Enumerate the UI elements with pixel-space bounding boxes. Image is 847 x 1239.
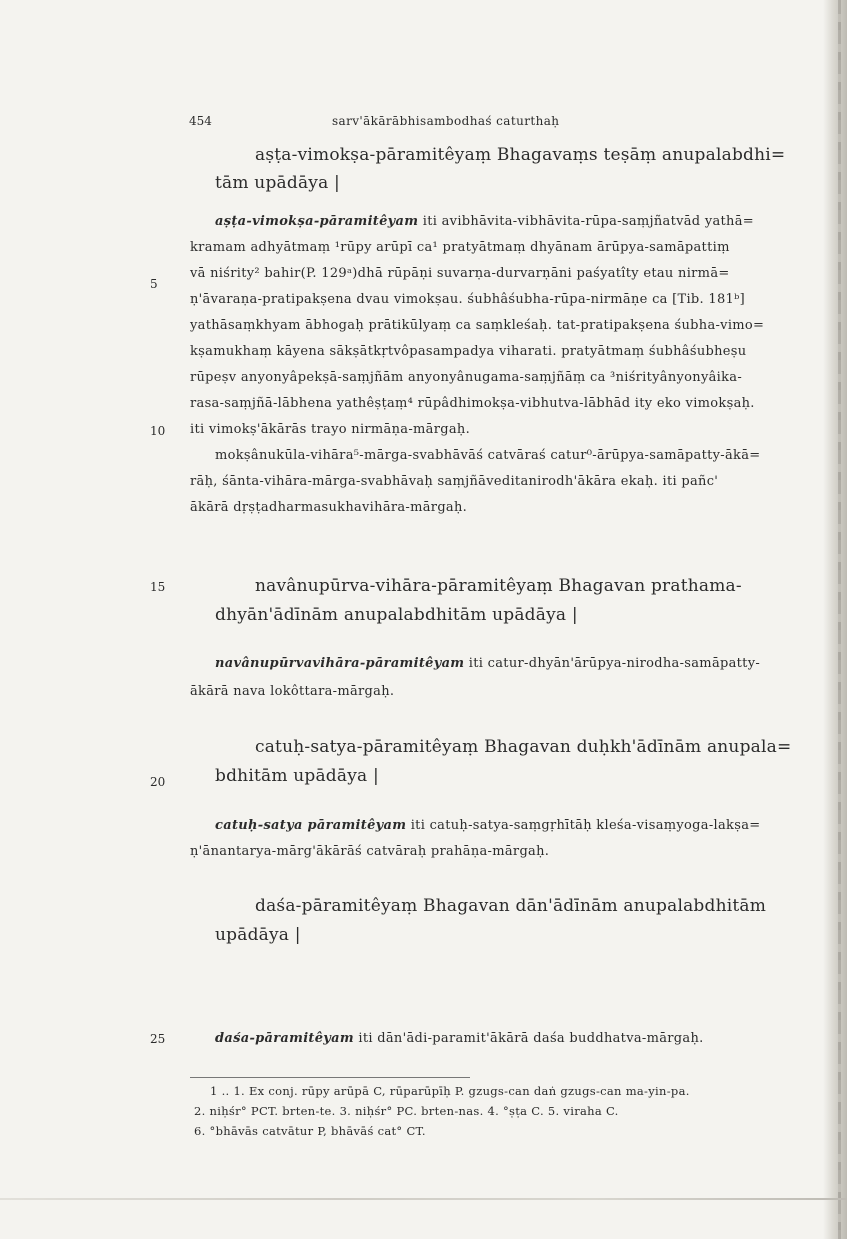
commentary-line: rūpeṣv anyonyâpekṣā-saṃjñām anyonyânugama-saṃjñāṃ ca ³niśrityânyonyâika- [190,370,743,385]
page-number: 454 [189,114,212,128]
commentary-line: iti vimokṣ'ākārās trayo nirmāṇa-mārgaḥ. [190,422,470,437]
commentary-lemma: catuḥ-satya pāramitêyam [215,818,407,833]
sutra-line: tām upādāya | [215,173,340,193]
scan-bottom-edge [0,1198,847,1200]
commentary-lemma: daśa-pāramitêyam [215,1031,354,1046]
scan-page-edge [823,0,847,1239]
commentary-line: yathāsaṃkhyam ābhogaḥ prātikūlyaṃ ca saṃkleśaḥ. tat-pratipakṣena śubha-vimo= [190,318,765,333]
sutra-line: upādāya | [215,925,301,945]
sutra-line: daśa-pāramitêyaṃ Bhagavan dān'ādīnām anupalabdhitām [255,896,767,916]
footnote-line: 2. niḥśr° PCT. brten-te. 3. niḥśr° PC. brten-nas. 4. °ṣṭa C. 5. viraha C. [194,1104,619,1118]
line-number: 15 [150,580,166,594]
commentary-line: ṇ'ānantarya-mārg'ākārāś catvāraḥ prahāṇa-mārgaḥ. [190,844,550,859]
sutra-line: aṣṭa-vimokṣa-pāramitêyaṃ Bhagavaṃs teṣāṃ anupalabdhi= [255,145,786,165]
commentary-lemma: aṣṭa-vimokṣa-pāramitêyam [215,214,419,229]
commentary-line: mokṣânukūla-vihāra⁵-mārga-svabhāvāś catvāraś catur⁰-ārūpya-samāpatty-ākā= [215,448,761,463]
running-title: sarv'ākārābhisambodhaś caturthaḥ [332,114,560,128]
footnote-line: 1 .. 1. Ex conj. rūpy arūpā C, rūparūpīḥ P. gzugs-can daṅ gzugs-can ma-yin-pa. [210,1084,690,1098]
line-number: 25 [150,1032,166,1046]
commentary-line: vā niśrity² bahir(P. 129ᵃ)dhā rūpāṇi suvarṇa-durvarṇāni paśyatîty etau nirmā= [190,266,730,281]
commentary-line: catuḥ-satya pāramitêyam iti catuḥ-satya-saṃgṛhītāḥ kleśa-visaṃyoga-lakṣa= [215,818,761,833]
commentary-line: kṣamukhaṃ kāyena sākṣātkṛtvôpasampadya viharati. pratyātmaṃ śubhâśubheṣu [190,344,747,359]
commentary-line: rāḥ, śānta-vihāra-mārga-svabhāvaḥ saṃjñāveditanirodh'ākāra ekaḥ. iti pañc' [190,474,719,489]
commentary-line: ākārā dṛṣṭadharmasukhavihāra-mārgaḥ. [190,500,468,515]
commentary-line: rasa-saṃjñā-lābhena yathêṣṭaṃ⁴ rūpâdhimokṣa-vibhutva-lābhād ity eko vimokṣaḥ. [190,396,755,411]
commentary-line: navânupūrvavihāra-pāramitêyam iti catur-dhyān'ārūpya-nirodha-samāpatty- [215,656,761,671]
commentary-line: daśa-pāramitêyam iti dān'ādi-paramit'ākārā daśa buddhatva-mārgaḥ. [215,1031,704,1046]
footnote-line: 6. °bhāvās catvātur P, bhāvāś cat° CT. [194,1124,426,1138]
commentary-line: ākārā nava lokôttara-mārgaḥ. [190,684,395,699]
commentary-lemma: navânupūrvavihāra-pāramitêyam [215,656,465,671]
line-number: 10 [150,424,166,438]
commentary-line: kramam adhyātmaṃ ¹rūpy arūpī ca¹ pratyātmaṃ dhyānam ārūpya-samāpattiṃ [190,240,730,255]
sutra-line: catuḥ-satya-pāramitêyaṃ Bhagavan duḥkh'ādīnām anupala= [255,737,792,757]
sutra-line: navânupūrva-vihāra-pāramitêyaṃ Bhagavan prathama- [255,576,742,596]
footnote-rule [190,1077,470,1078]
sutra-line: dhyān'ādīnām anupalabdhitām upādāya | [215,605,578,625]
sutra-line: bdhitām upādāya | [215,766,379,786]
line-number: 5 [150,277,158,291]
commentary-line: ṇ'āvaraṇa-pratipakṣena dvau vimokṣau. śubhâśubha-rūpa-nirmāṇe ca [Tib. 181ᵇ] [190,292,745,307]
commentary-line: aṣṭa-vimokṣa-pāramitêyam iti avibhāvita-vibhāvita-rūpa-saṃjñatvād yathā= [215,214,754,229]
line-number: 20 [150,775,166,789]
